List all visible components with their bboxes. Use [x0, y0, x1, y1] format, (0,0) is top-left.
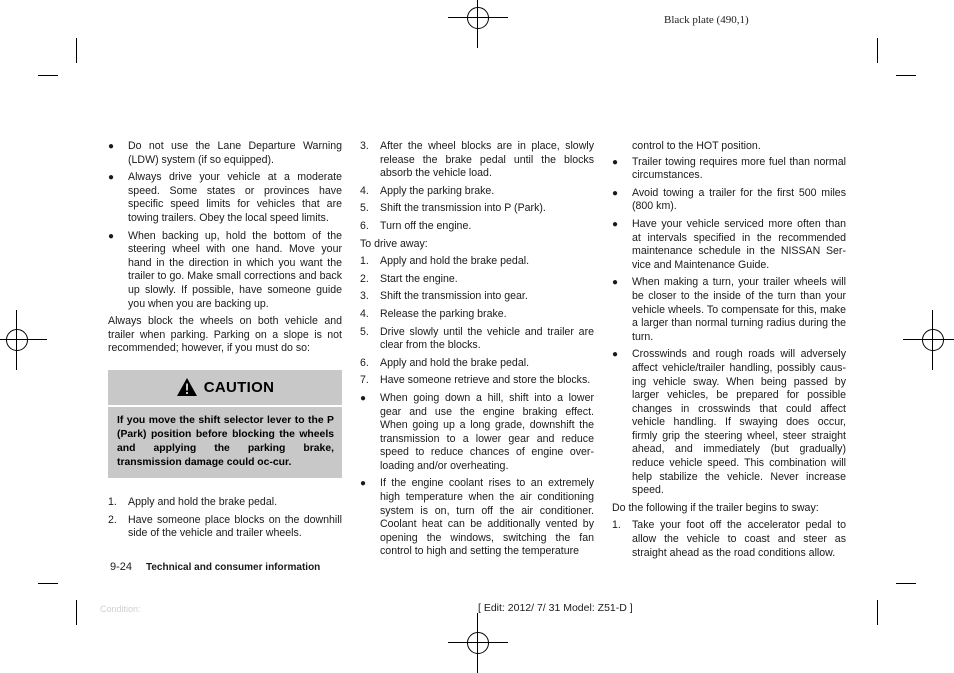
step-item: 1. Apply and hold the brake pedal. [108, 495, 278, 508]
list-item: ● When making a turn, your trailer wheels will be closer to the inside of the turn than your vehicle wheels. To compensate for this, make a larger than normal turning radius during the turn. [612, 276, 846, 343]
column-2 [360, 140, 594, 563]
step-item: 7. Have someone retrieve and store the blocks. [360, 374, 591, 387]
step-number: 1. [360, 255, 369, 268]
bullet-icon: ● [612, 187, 619, 199]
bullet-icon: ● [108, 230, 115, 242]
list-item: ● Have your vehicle serviced more often than at intervals specified in the recommended maintenance schedule in the NISSAN Ser-vice and Maintenance Guide. [612, 217, 846, 271]
crop-mark [38, 75, 58, 76]
caution-header [108, 370, 342, 407]
page-number: 9-24 [110, 561, 133, 573]
drive-away-heading: To drive away: [360, 237, 428, 250]
plate-label: Black plate (490,1) [664, 14, 749, 26]
step-number: 1. [612, 519, 621, 532]
list-item: ● Do not use the Lane Departure Warning (LDW) system (if so equipped). [108, 140, 342, 166]
crop-mark [877, 600, 878, 625]
condition-label: Condition: [100, 604, 141, 614]
bullet-icon: ● [612, 218, 619, 230]
step-number: 5. [360, 202, 369, 215]
caution-text: If you move the shift selector lever to the P (Park) position before blocking the wheels and applying the parking brake, transmission damage could oc-cur. [117, 414, 334, 468]
step-number: 3. [360, 140, 369, 152]
list-item: ● Trailer towing requires more fuel than normal circumstances. [612, 155, 846, 182]
step-item: 5. Drive slowly until the vehicle and trailer are clear from the blocks. [360, 325, 594, 352]
step-item: 6. Apply and hold the brake pedal. [360, 356, 530, 369]
step-item: 3. After the wheel blocks are in place, slowly release the brake pedal until the blocks absorb the vehicle load. [360, 140, 594, 180]
step-number: 7. [360, 374, 369, 387]
continuation-text: control to the HOT position. [632, 140, 761, 152]
bullet-icon: ● [108, 141, 115, 152]
step-number: 6. [360, 356, 369, 369]
bullet-icon: ● [612, 349, 619, 361]
step-number: 3. [360, 290, 369, 303]
bullet-icon: ● [108, 172, 115, 184]
column-1 [108, 140, 342, 545]
list-item: ● Always drive your vehicle at a moderate speed. Some states or provinces have specific speed limits for vehicles that are towing trailers. Obey the local speed limits. [108, 171, 342, 224]
step-item: 4. Apply the parking brake. [360, 184, 495, 197]
crop-mark [896, 583, 916, 584]
registration-mark-top [448, 0, 508, 48]
step-number: 4. [360, 307, 369, 320]
bullet-icon: ● [612, 277, 619, 289]
step-item: 4. Release the parking brake. [360, 307, 507, 320]
list-item: ● Crosswinds and rough roads will adversely affect vehicle/trailer handling, possibly caus-ing vehicle sway. When being passed by larger vehicles, be prepared for possible changes in crosswinds that could affect vehicle handling. If swaying does occur, firmly grip the steering wheel, steer straight ahead, and immediately (but gradually) reduce vehicle speed. This combination will help stabilize the vehicle. Never increase speed. [612, 348, 846, 497]
crop-mark [76, 600, 77, 625]
edit-info: [ Edit: 2012/ 7/ 31 Model: Z51-D ] [478, 602, 633, 614]
paragraph: Always block the wheels on both vehicle and trailer when parking. Parking on a slope is not recommended; however, if you must do so: [108, 315, 342, 355]
step-number: 2. [360, 272, 369, 285]
step-item: 1. Take your foot off the accelerator pedal to allow the vehicle to coast and steer as straight ahead as the road conditions allow. [612, 519, 846, 559]
step-item: 1. Apply and hold the brake pedal. [360, 255, 530, 268]
step-number: 6. [360, 219, 369, 232]
step-item: 2. Have someone place blocks on the downhill side of the vehicle and trailer wheels. [108, 513, 342, 540]
registration-mark-bottom [448, 613, 508, 673]
crop-mark [877, 38, 878, 63]
caution-title: CAUTION [203, 378, 275, 396]
step-item: 5. Shift the transmission into P (Park). [360, 202, 546, 215]
list-item: ● When going down a hill, shift into a lower gear and use the engine braking effect. When going up a long grade, downshift the transmission to a lower gear and reduce speed to reduce chances of engine over-loading and/or overheating. [360, 391, 594, 472]
step-number: 5. [360, 325, 369, 338]
warning-triangle-icon [176, 377, 198, 397]
bullet-icon: ● [612, 156, 619, 168]
step-item: 6. Turn off the engine. [360, 219, 472, 232]
paragraph: Do the following if the trailer begins to sway: [612, 501, 819, 514]
step-number: 1. [108, 495, 117, 508]
bullet-icon: ● [360, 478, 367, 490]
registration-mark-right [903, 310, 954, 370]
registration-mark-left [0, 310, 47, 370]
bullet-icon: ● [360, 392, 367, 404]
section-title: Technical and consumer information [146, 562, 321, 573]
crop-mark [896, 75, 916, 76]
step-item: 2. Start the engine. [360, 272, 458, 285]
caution-box [108, 370, 342, 478]
crop-mark [38, 583, 58, 584]
list-item: ● When backing up, hold the bottom of the steering wheel with one hand. Move your hand in the direction in which you want the trailer to go. Make small corrections and back up slowly. If possible, have someone guide you when you are backing up. [108, 229, 342, 310]
column-3 [612, 140, 846, 564]
list-item: ● If the engine coolant rises to an extremely high temperature when the air conditioning system is on, turn off the air conditioner. Coolant heat can be additionally vented by opening the windows, switching the fan control to high and setting the temperature [360, 477, 594, 558]
crop-mark [76, 38, 77, 63]
list-item: ● Avoid towing a trailer for the first 500 miles (800 km). [612, 186, 846, 213]
step-number: 4. [360, 184, 369, 197]
step-item: 3. Shift the transmission into gear. [360, 290, 528, 303]
step-number: 2. [108, 513, 117, 526]
